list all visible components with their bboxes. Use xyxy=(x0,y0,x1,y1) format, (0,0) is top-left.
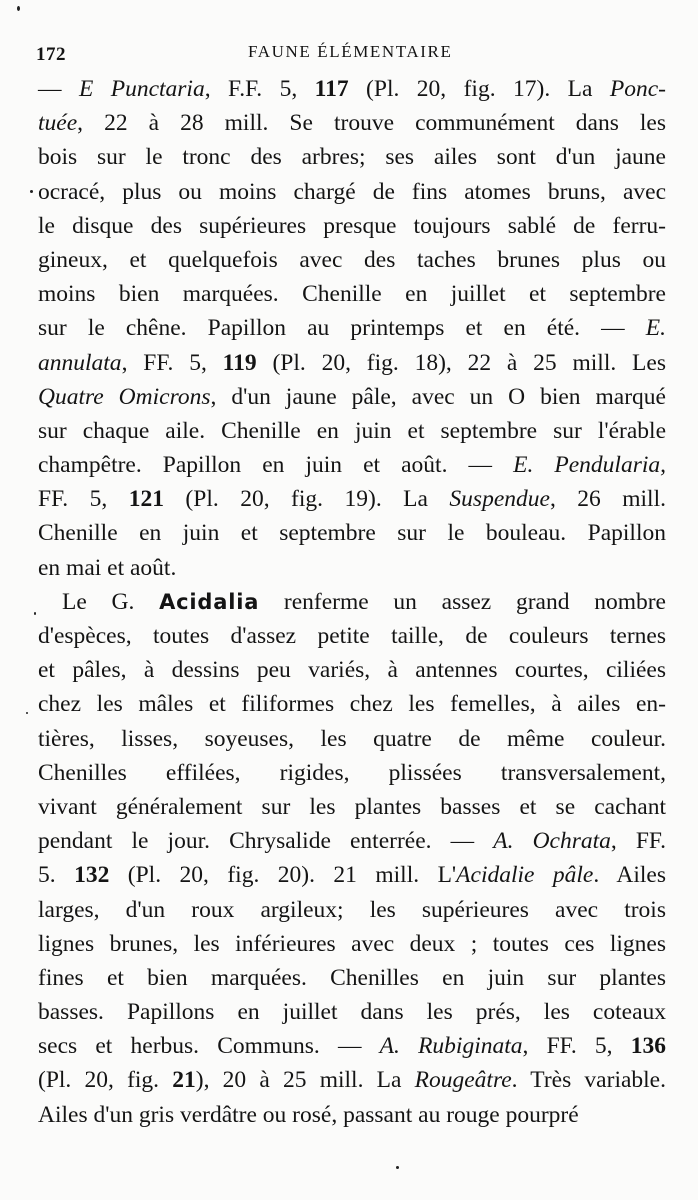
page-number: 172 xyxy=(36,44,66,65)
bold-number: 136 xyxy=(630,1033,666,1060)
text-run: d'espèces, toutes d'assez petite taille, de couleurs ternes xyxy=(38,623,666,649)
running-head xyxy=(36,38,596,65)
italic-run: E. xyxy=(645,315,666,342)
text-run: bois sur le tronc des arbres; ses ailes sont d'un jaune xyxy=(38,144,666,171)
text-run: (Pl. 20, fig. 18), 22 à 25 mill. Les xyxy=(256,349,666,376)
italic-run: Rougeâtre xyxy=(414,1067,512,1094)
text-run: , F.F. 5, xyxy=(204,76,315,102)
text-run: , FF. xyxy=(610,828,666,855)
italic-run: annulata xyxy=(38,349,122,376)
bold-number: 132 xyxy=(74,862,110,889)
text-run: lignes brunes, les inférieures avec deux ; toutes ces lignes xyxy=(38,930,666,957)
text-run: champêtre. Papillon en juin et août. — xyxy=(38,452,514,479)
text-line xyxy=(38,482,666,516)
text-line xyxy=(38,311,666,345)
italic-run: A. Rubiginata xyxy=(379,1033,523,1060)
text-line xyxy=(38,790,666,824)
text-run: 5. xyxy=(38,862,75,889)
text-line xyxy=(38,140,666,174)
text-run: et pâles, à dessins peu variés, à antennes courtes, ciliées xyxy=(38,657,666,684)
text-run: tières, lisses, soyeuses, les quatre de même couleur. xyxy=(38,725,666,752)
text-line xyxy=(38,72,666,106)
italic-run: E Punctaria xyxy=(78,76,205,102)
text-run: ), 20 à 25 mill. La xyxy=(195,1067,415,1094)
text-line xyxy=(38,585,666,619)
scan-speck xyxy=(34,612,36,615)
text-run: sur le chêne. Papillon au printemps et en été. — xyxy=(38,315,646,342)
text-line xyxy=(38,1063,666,1097)
text-run: sur chaque aile. Chenille en juin et septembre sur l'érable xyxy=(38,417,666,444)
text-run: Le G. xyxy=(62,588,160,615)
text-line xyxy=(38,653,666,687)
text-run: Ailes d'un gris verdâtre ou rosé, passant au rouge pourpré xyxy=(38,1101,579,1128)
text-line xyxy=(38,722,666,756)
text-line xyxy=(38,687,666,721)
text-line xyxy=(38,893,666,927)
genus-name: Acidalia xyxy=(159,589,260,614)
text-run: chez les mâles et filiformes chez les femelles, à ailes en- xyxy=(38,691,666,718)
text-line xyxy=(38,858,666,892)
text-run: ocracé, plus ou moins chargé de fins atomes bruns, avec xyxy=(38,178,666,205)
scan-speck xyxy=(26,712,28,714)
text-line xyxy=(38,209,666,243)
text-run: vivant généralement sur les plantes basses et se cachant xyxy=(38,793,666,820)
text-run: pendant le jour. Chrysalide enterrée. — xyxy=(38,828,494,855)
text-run: secs et herbus. Communs. — xyxy=(38,1033,380,1060)
text-run: (Pl. 20, fig. 19). La xyxy=(163,486,450,513)
text-run: gineux, et quelquefois avec des taches brunes plus ou xyxy=(38,246,666,273)
scan-speck xyxy=(30,190,33,193)
text-line xyxy=(38,106,666,140)
text-line xyxy=(38,551,666,585)
text-line xyxy=(38,516,666,550)
text-run: FF. 5, xyxy=(38,486,129,513)
running-title: FAUNE ÉLÉMENTAIRE xyxy=(248,42,453,61)
italic-run: tuée xyxy=(38,110,78,137)
text-line xyxy=(38,1029,666,1063)
text-run: (Pl. 20, fig. 20). 21 mill. L' xyxy=(109,862,457,889)
bold-number: 117 xyxy=(314,76,349,102)
text-run: (Pl. 20, fig. 17). La xyxy=(348,76,610,102)
text-run: , FF. 5, xyxy=(121,349,223,376)
italic-run: Acidalie pâle xyxy=(456,862,594,889)
text-run: , 22 à 28 mill. Se trouve communément dans les xyxy=(77,110,666,137)
text-line xyxy=(38,1098,666,1132)
text-line xyxy=(38,756,666,790)
scan-speck xyxy=(396,1166,399,1169)
text-run: — xyxy=(38,76,79,102)
text-line xyxy=(38,380,666,414)
text-line xyxy=(38,277,666,311)
text-line xyxy=(38,448,666,482)
bold-number: 21 xyxy=(172,1067,196,1094)
text-run: moins bien marquées. Chenille en juillet et septembre xyxy=(38,281,666,308)
text-line xyxy=(38,995,666,1029)
text-line xyxy=(38,927,666,961)
italic-run: E. Pendularia, xyxy=(513,452,667,479)
text-line xyxy=(38,346,666,380)
italic-run: Quatre Omicrons xyxy=(38,383,211,410)
italic-run: Suspendue xyxy=(449,486,550,513)
italic-run: A. Ochrata xyxy=(493,828,611,855)
text-run: basses. Papillons en juillet dans les prés, les coteaux xyxy=(38,999,666,1026)
text-run: le disque des supérieures presque toujours sablé de ferru- xyxy=(38,212,666,239)
text-line xyxy=(38,414,666,448)
text-line xyxy=(38,824,666,858)
text-run: . Très variable. xyxy=(511,1067,666,1094)
italic-run: Ponc- xyxy=(609,76,666,102)
text-run: renferme un assez grand nombre xyxy=(259,588,666,615)
text-run: (Pl. 20, fig. xyxy=(38,1067,173,1094)
text-run: larges, d'un roux argileux; les supérieures avec trois xyxy=(38,896,666,923)
text-run: fines et bien marquées. Chenilles en juin sur plantes xyxy=(38,964,666,991)
text-line xyxy=(38,175,666,209)
text-run: , 26 mill. xyxy=(549,486,666,513)
body-text xyxy=(38,72,666,1132)
text-line xyxy=(38,961,666,995)
text-run: Chenille en juin et septembre sur le bouleau. Papillon xyxy=(38,520,666,547)
text-run: en mai et août. xyxy=(38,554,177,581)
bold-number: 119 xyxy=(222,349,257,376)
text-line xyxy=(38,619,666,653)
text-run: , d'un jaune pâle, avec un O bien marqué xyxy=(210,383,666,410)
text-line xyxy=(38,243,666,277)
scan-speck xyxy=(17,6,20,11)
text-run: . Ailes xyxy=(593,862,667,889)
text-run: Chenilles effilées, rigides, plissées transversalement, xyxy=(38,759,666,786)
bold-number: 121 xyxy=(128,486,164,513)
text-run: , FF. 5, xyxy=(522,1033,631,1060)
